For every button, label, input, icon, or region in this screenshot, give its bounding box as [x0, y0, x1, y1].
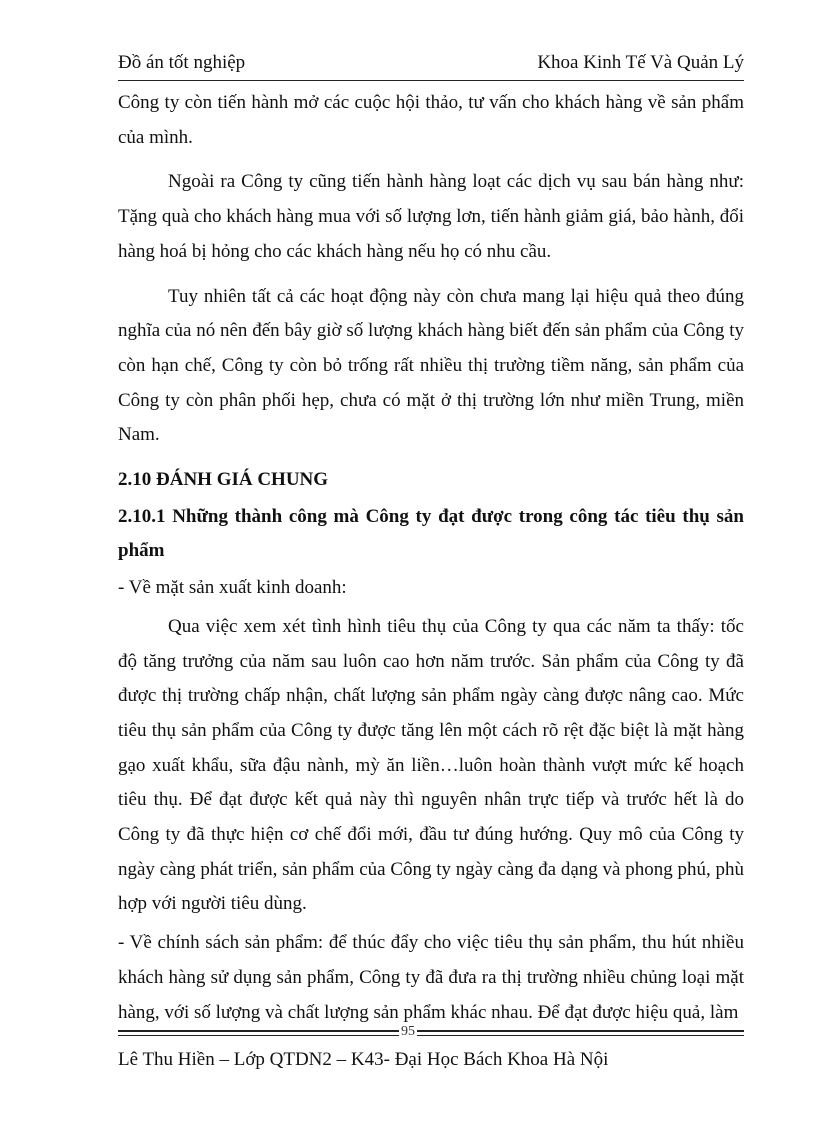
paragraph-6: - Về chính sách sản phẩm: để thúc đẩy cho việc tiêu thụ sản phẩm, thu hút nhiều khách hàng sử dụng sản phẩm, Công ty đã đưa ra thị trường nhiều chủng loại mặt hàng, với số lượng và chất lượng sản phẩm khác nhau. Để đạt được hiệu quả, làm — [118, 932, 744, 1023]
paragraph-1: Công ty còn tiến hành mở các cuộc hội thảo, tư vấn cho khách hàng về sản phẩm của mình. — [118, 92, 744, 148]
section-heading: 2.10 ĐÁNH GIÁ CHUNG — [118, 469, 329, 491]
paragraph-3: Tuy nhiên tất cả các hoạt động này còn chưa mang lại hiệu quả theo đúng nghĩa của nó nên đến bây giờ số lượng khách hàng biết đến sản phẩm của Công ty còn hạn chế, Công ty còn bỏ trống rất nhiều thị trường tiềm năng, sản phẩm của Công ty còn phân phối hẹp, chưa có mặt ở thị trường lớn như miền Trung, miền Nam. — [118, 285, 744, 446]
page-header — [118, 52, 744, 78]
subsection-heading: 2.10.1 Những thành công mà Công ty đạt được trong công tác tiêu thụ sản phẩm — [118, 505, 744, 562]
page-number: 95 — [401, 1024, 415, 1039]
page-number-container — [0, 1024, 816, 1040]
paragraph-4: - Về mặt sản xuất kinh doanh: — [118, 577, 347, 599]
header-faculty: Khoa Kinh Tế Và Quản Lý — [537, 52, 744, 73]
paragraph-2: Ngoài ra Công ty cũng tiến hành hàng loạt các dịch vụ sau bán hàng như: Tặng quà cho khách hàng mua với số lượng lơn, tiến hành giảm giá, bảo hành, đổi hàng hoá bị hỏng cho các khách hàng nếu họ có nhu cầu. — [118, 171, 744, 262]
paragraph-5: Qua việc xem xét tình hình tiêu thụ của Công ty qua các năm ta thấy: tốc độ tăng trưởng của năm sau luôn cao hơn năm trước. Sản phẩm của Công ty đã được thị trường chấp nhận, chất lượng sản phẩm ngày càng được nâng cao. Mức tiêu thụ sản phẩm của Công ty được tăng lên một cách rõ rệt đặc biệt là mặt hàng gạo xuất khẩu, sữa đậu nành, mỳ ăn liền…luôn hoàn thành vượt mức kế hoạch tiêu thụ. Để đạt được kết quả này thì nguyên nhân trực tiếp và trước hết là do Công ty đã thực hiện cơ chế đổi mới, đầu tư đúng hướng. Quy mô của Công ty ngày càng phát triển, sản phẩm của Công ty ngày càng đa dạng và phong phú, phù hợp với người tiêu dùng. — [118, 615, 744, 915]
page-body — [118, 86, 744, 1030]
header-rule — [118, 80, 744, 81]
page-footer: Lê Thu Hiền – Lớp QTDN2 – K43- Đại Học Bách Khoa Hà Nội — [118, 1049, 609, 1070]
header-document-type: Đồ án tốt nghiệp — [118, 52, 246, 73]
